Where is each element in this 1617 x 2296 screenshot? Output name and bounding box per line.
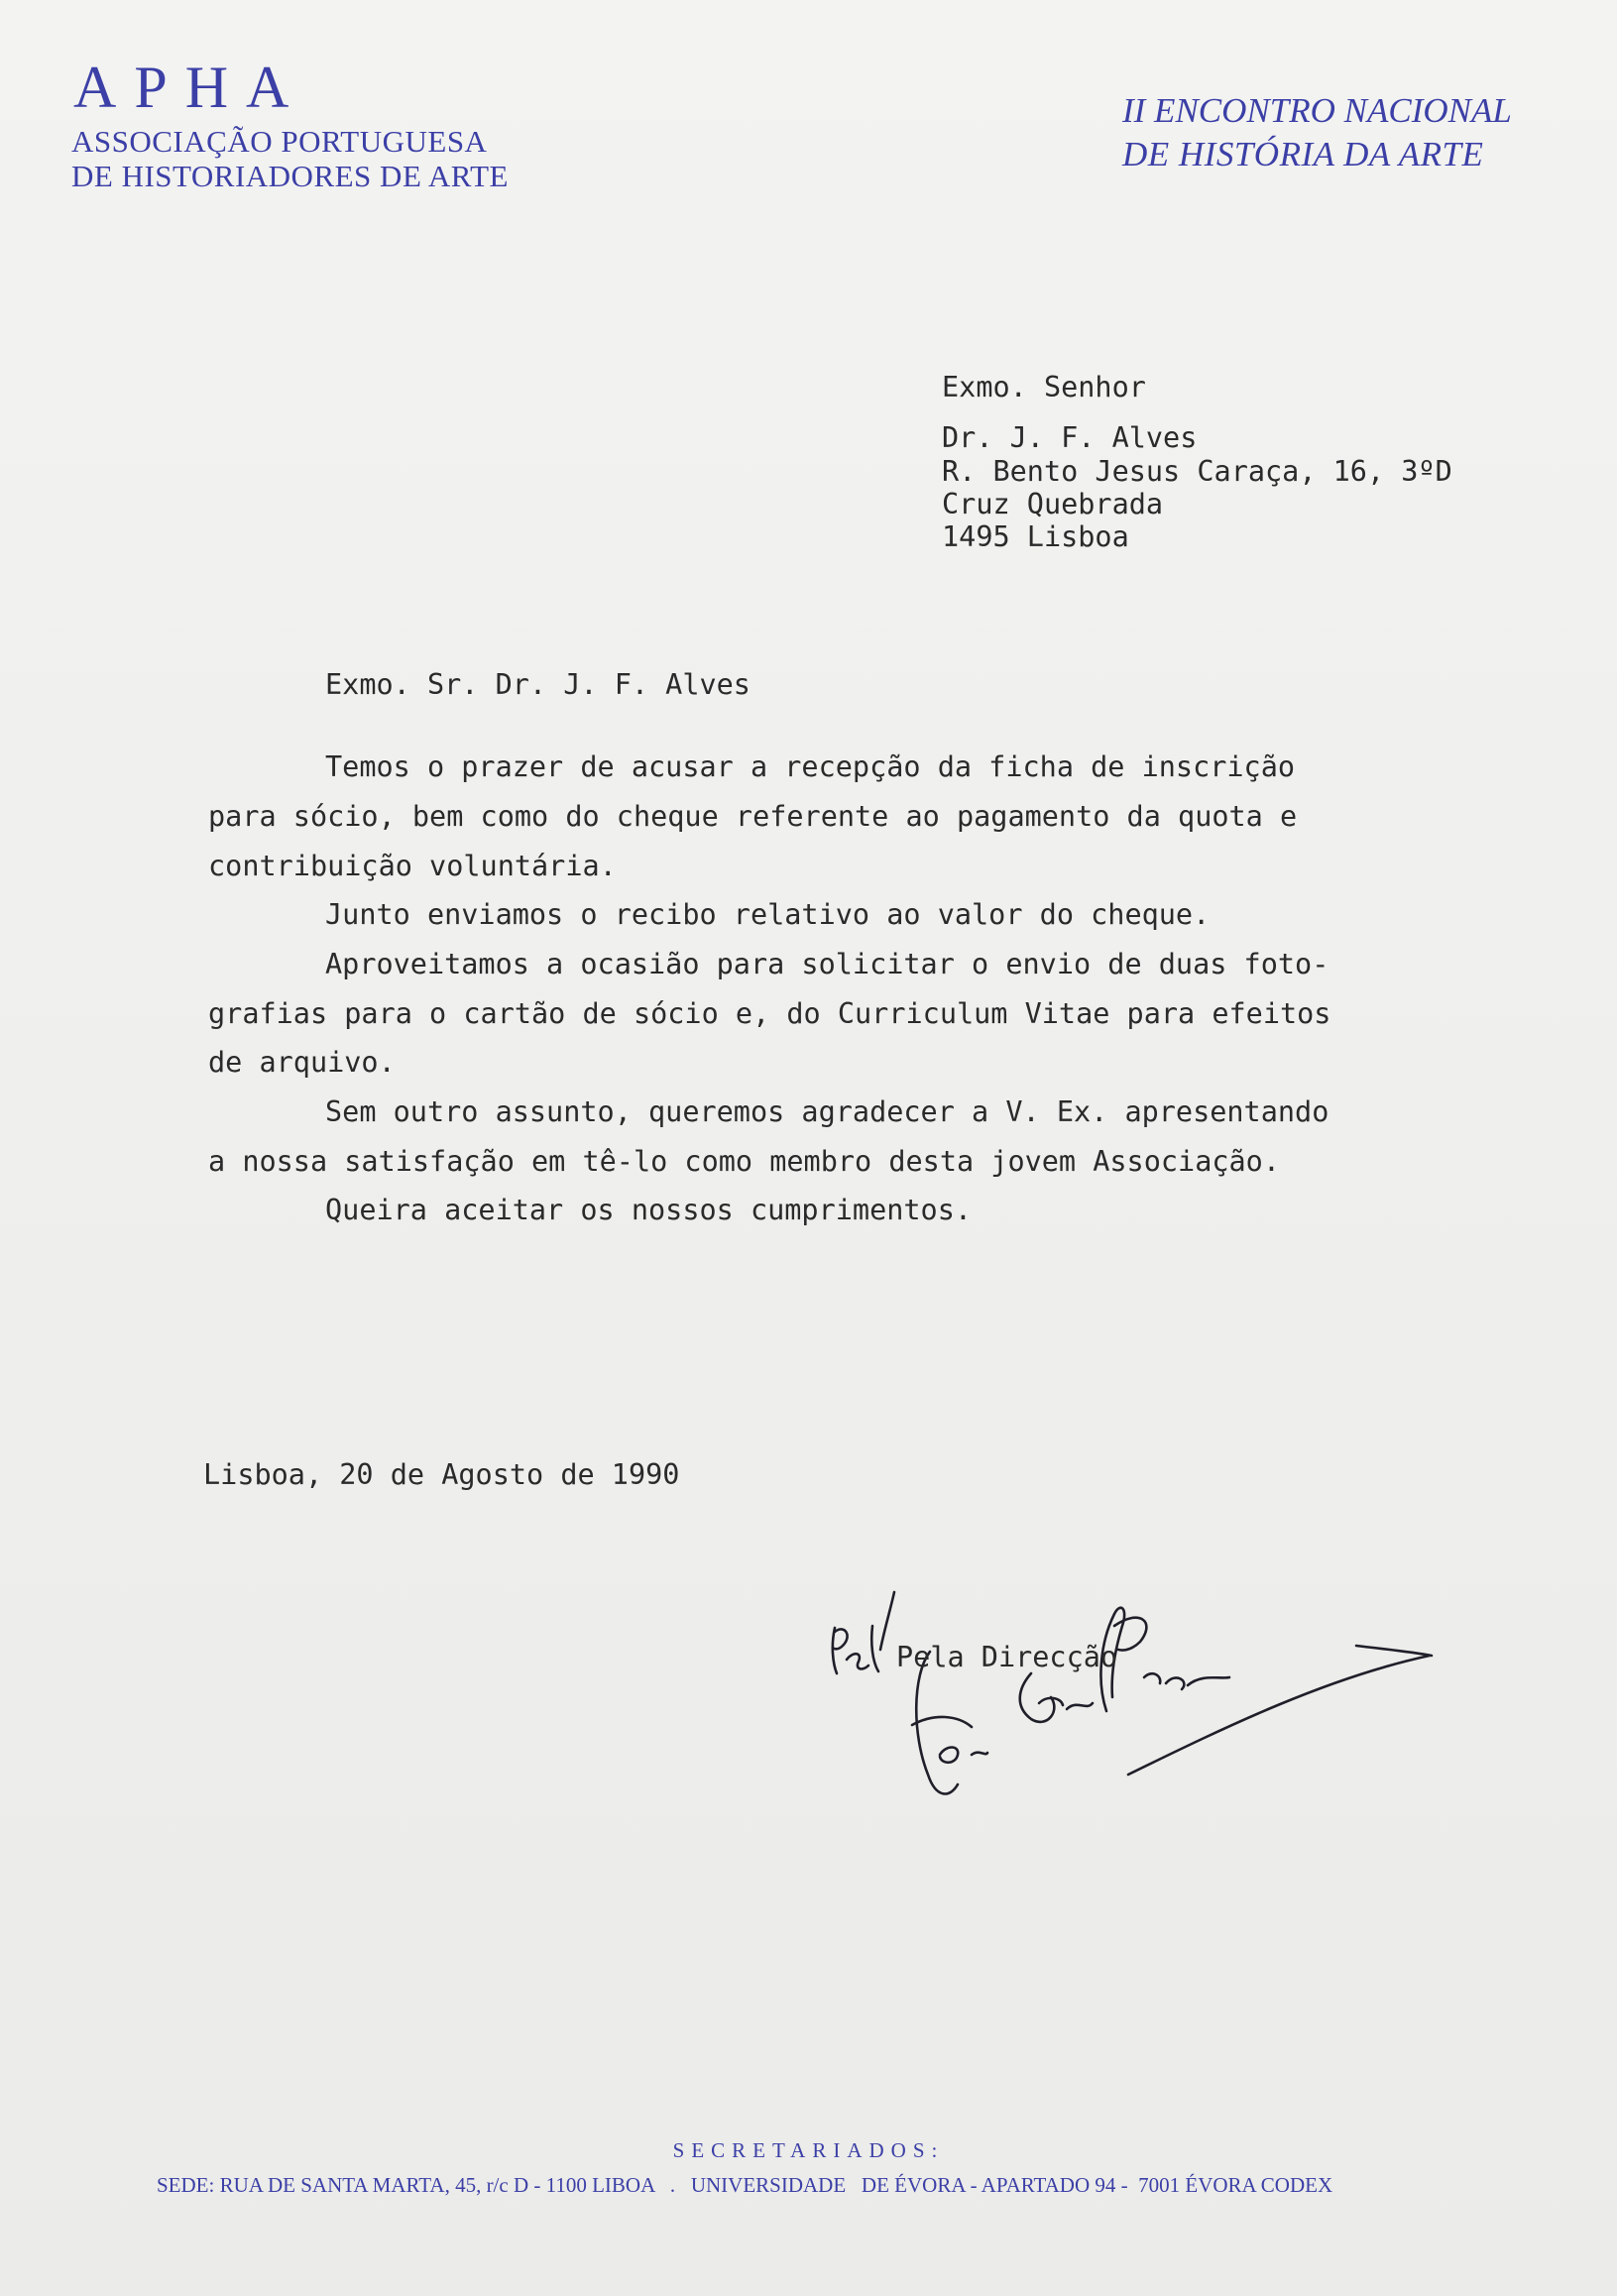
body-line: contribuição voluntária. (208, 850, 617, 882)
event-title-line2: DE HISTÓRIA DA ARTE (1122, 135, 1484, 173)
body-line: Aproveitamos a ocasião para solicitar o envio de duas foto- (325, 948, 1329, 980)
org-name-line2: DE HISTORIADORES DE ARTE (71, 159, 509, 193)
letter-date: Lisboa, 20 de Agosto de 1990 (203, 1458, 680, 1491)
body-line: Queira aceitar os nossos cumprimentos. (325, 1194, 973, 1226)
recipient-line: R. Bento Jesus Caraça, 16, 3ºD (942, 455, 1452, 488)
recipient-line: Dr. J. F. Alves (942, 421, 1198, 454)
event-title-line1: II ENCONTRO NACIONAL (1122, 91, 1512, 130)
recipient-line: Exmo. Senhor (942, 371, 1146, 403)
body-line: Temos o prazer de acusar a recepção da ficha de inscrição (325, 750, 1296, 783)
body-line: a nossa satisfação em tê-lo como membro desta jovem Associação. (208, 1145, 1280, 1178)
handwritten-signature (813, 1586, 1447, 1903)
recipient-line: 1495 Lisboa (942, 520, 1129, 553)
signature-label: Pela Direcção (896, 1641, 1118, 1673)
body-line: Sem outro assunto, queremos agradecer a V. Ex. apresentando (325, 1095, 1329, 1128)
apha-logo: APHA (73, 55, 307, 120)
org-name-line1: ASSOCIAÇÃO PORTUGUESA (71, 124, 488, 159)
body-line: de arquivo. (208, 1046, 396, 1079)
footer-address: SEDE: RUA DE SANTA MARTA, 45, r/c D - 1100 LIBOA . UNIVERSIDADE DE ÉVORA - APARTADO 94 - 7001 ÉVORA CODEX (157, 2173, 1333, 2197)
body-line: grafias para o cartão de sócio e, do Curriculum Vitae para efeitos (208, 997, 1331, 1030)
salutation: Exmo. Sr. Dr. J. F. Alves (325, 668, 751, 701)
recipient-line: Cruz Quebrada (942, 488, 1164, 520)
body-line: para sócio, bem como do cheque referente ao pagamento da quota e (208, 800, 1298, 833)
signature-block (813, 1586, 1447, 1903)
body-line: Junto enviamos o recibo relativo ao valor do cheque. (325, 898, 1211, 931)
footer-title: SECRETARIADOS: (672, 2138, 945, 2162)
